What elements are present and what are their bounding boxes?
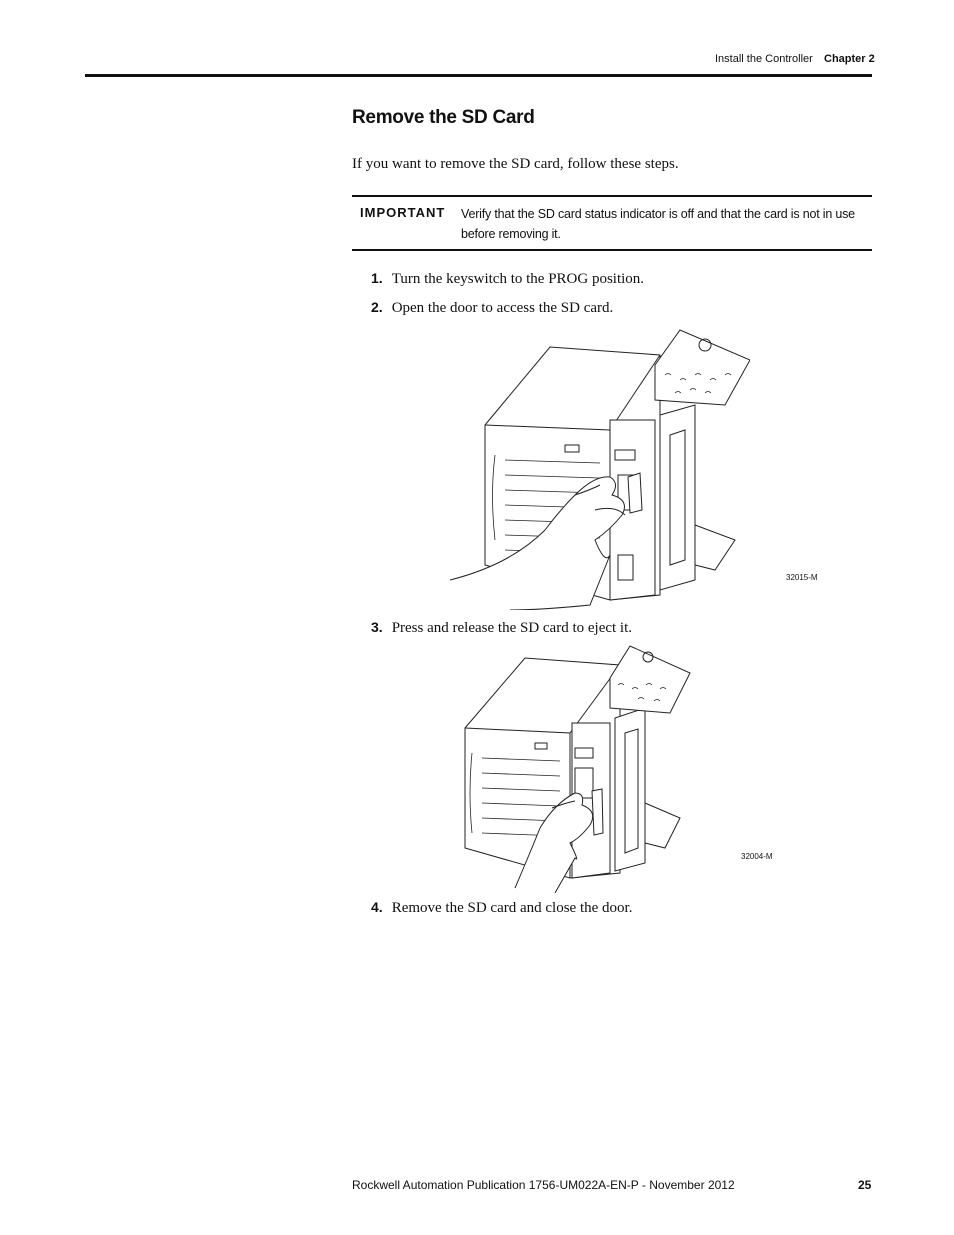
step-number: 2. [371,299,383,315]
header-chapter-label: Chapter 2 [824,53,875,65]
important-callout [352,195,872,251]
step-text: Press and release the SD card to eject it. [391,620,633,636]
intro-paragraph: If you want to remove the SD card, follow these steps. [352,156,679,172]
step-text: Turn the keyswitch to the PROG position. [391,271,645,287]
step-number: 4. [371,899,383,915]
step-number: 1. [371,270,383,286]
step-text: Open the door to access the SD card. [391,300,614,316]
important-label: IMPORTANT [360,205,446,220]
figure-id-label: 32004-M [741,852,773,861]
step-3 [371,619,632,637]
step-text: Remove the SD card and close the door. [391,900,633,916]
figure-eject-card [460,643,700,893]
step-number: 3. [371,619,383,635]
step-1 [371,270,644,288]
header-section-title: Install the Controller [715,53,813,65]
footer-publication: Rockwell Automation Publication 1756-UM022A-EN-P - November 2012 [352,1178,735,1192]
figure-id-label: 32015-M [786,573,818,582]
header-rule [85,74,872,77]
section-title: Remove the SD Card [352,107,535,128]
step-4 [371,899,632,917]
figure-open-door [450,325,750,610]
page-number: 25 [858,1178,872,1192]
important-text: Verify that the SD card status indicator is off and that the card is not in use before removing it. [461,207,855,241]
step-2 [371,299,613,317]
